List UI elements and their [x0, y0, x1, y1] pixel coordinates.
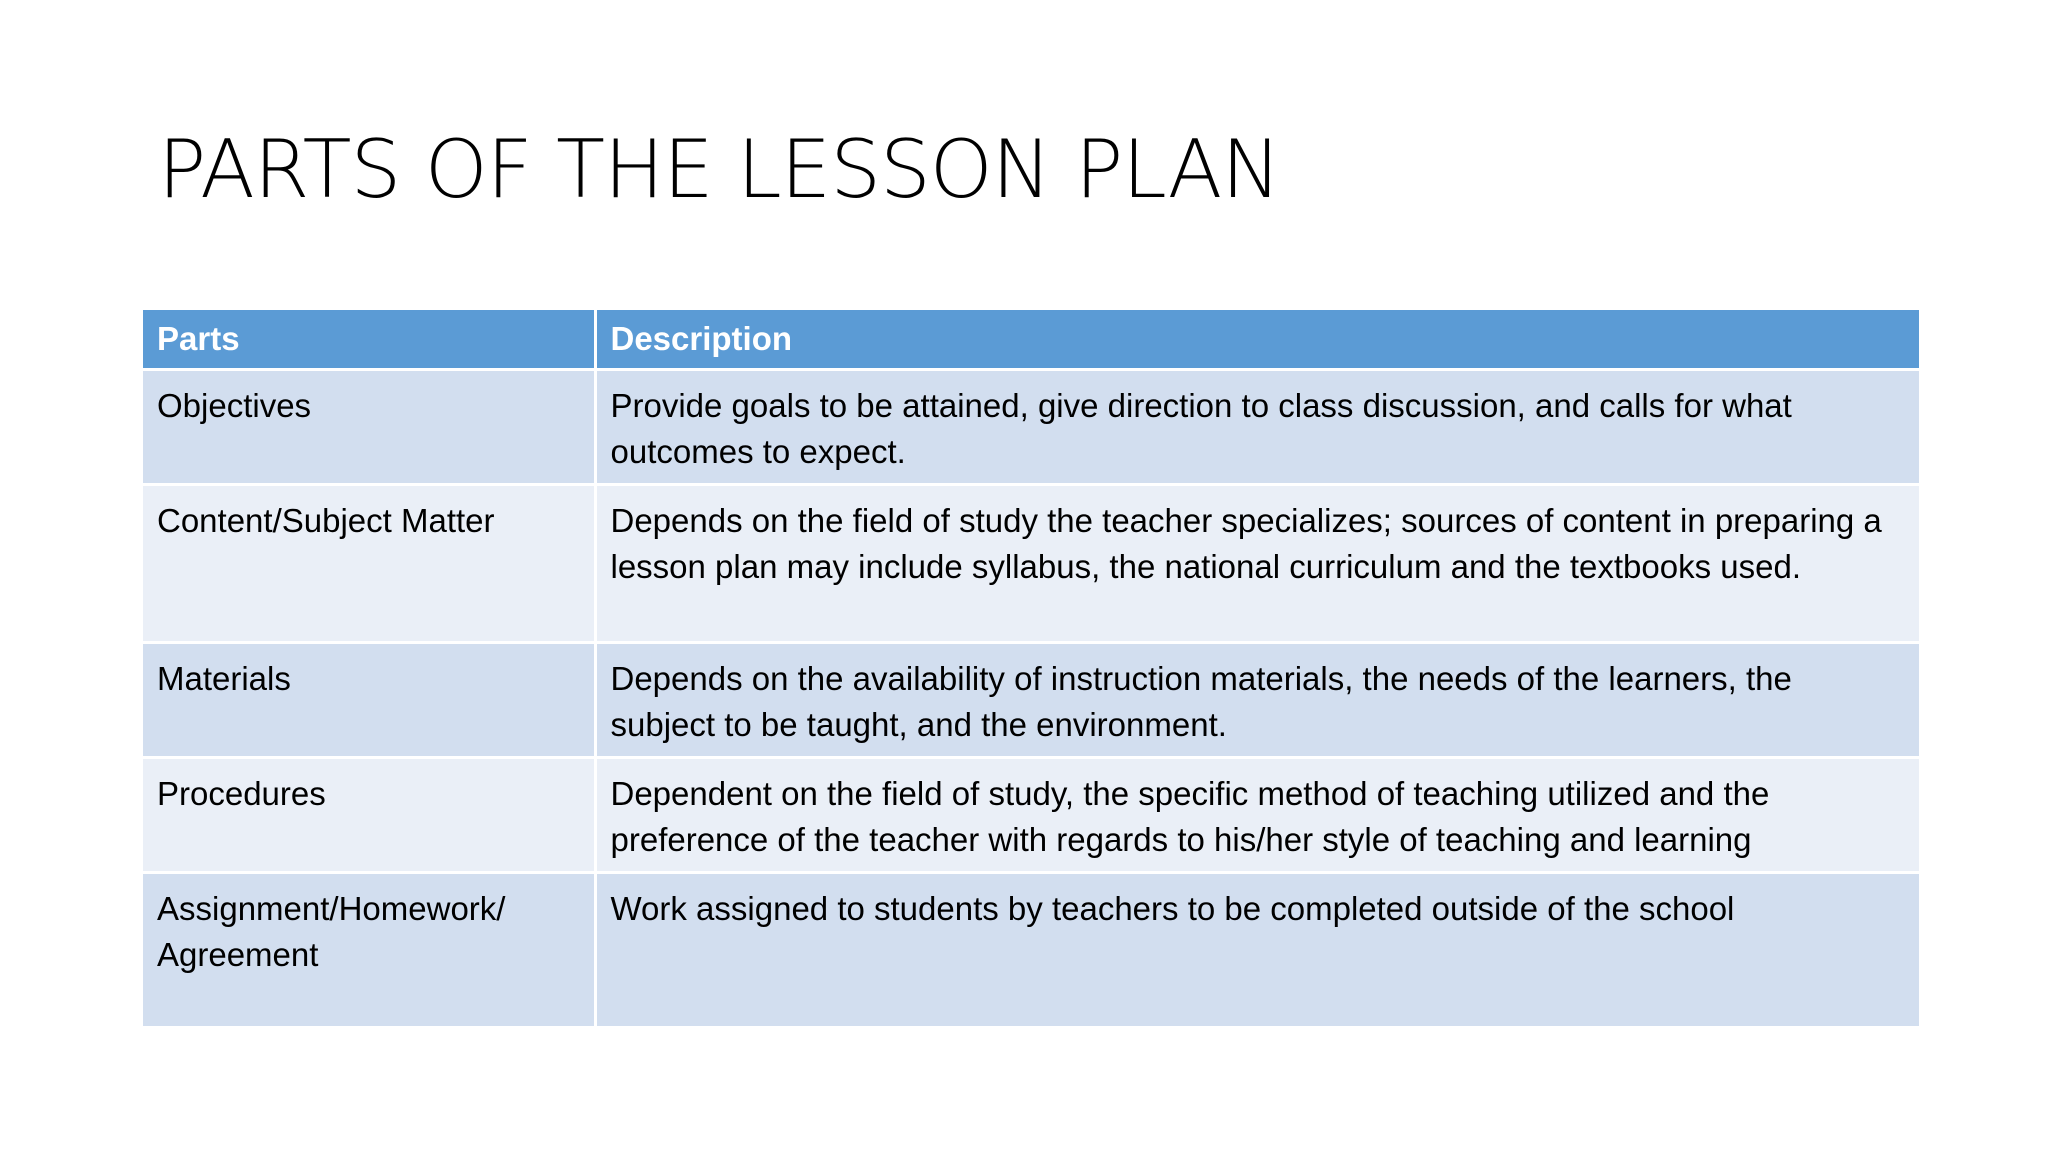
table-row	[143, 758, 1919, 873]
cell-description-materials: Depends on the availability of instruction materials, the needs of the learners, the subject to be taught, and the environment.	[595, 643, 1919, 758]
header-description: Description	[595, 310, 1919, 370]
cell-description-objectives: Provide goals to be attained, give direction to class discussion, and calls for what outcomes to expect.	[595, 370, 1919, 485]
table-row	[143, 873, 1919, 1027]
cell-part-procedures: Procedures	[143, 758, 595, 873]
lesson-plan-table	[143, 310, 1919, 1026]
header-parts: Parts	[143, 310, 595, 370]
table-row	[143, 643, 1919, 758]
table-header-row	[143, 310, 1919, 370]
cell-part-materials: Materials	[143, 643, 595, 758]
cell-description-content: Depends on the field of study the teacher specializes; sources of content in preparing a lesson plan may include syllabus, the national curriculum and the textbooks used.	[595, 485, 1919, 643]
table-row	[143, 485, 1919, 643]
cell-part-objectives: Objectives	[143, 370, 595, 485]
cell-description-procedures: Dependent on the field of study, the specific method of teaching utilized and the preference of the teacher with regards to his/her style of teaching and learning	[595, 758, 1919, 873]
slide-title: PARTS OF THE LESSON PLAN	[158, 123, 1281, 216]
table-row	[143, 370, 1919, 485]
cell-part-content: Content/Subject Matter	[143, 485, 595, 643]
cell-description-assignment: Work assigned to students by teachers to be completed outside of the school	[595, 873, 1919, 1027]
cell-part-assignment: Assignment/Homework/ Agreement	[143, 873, 595, 1027]
